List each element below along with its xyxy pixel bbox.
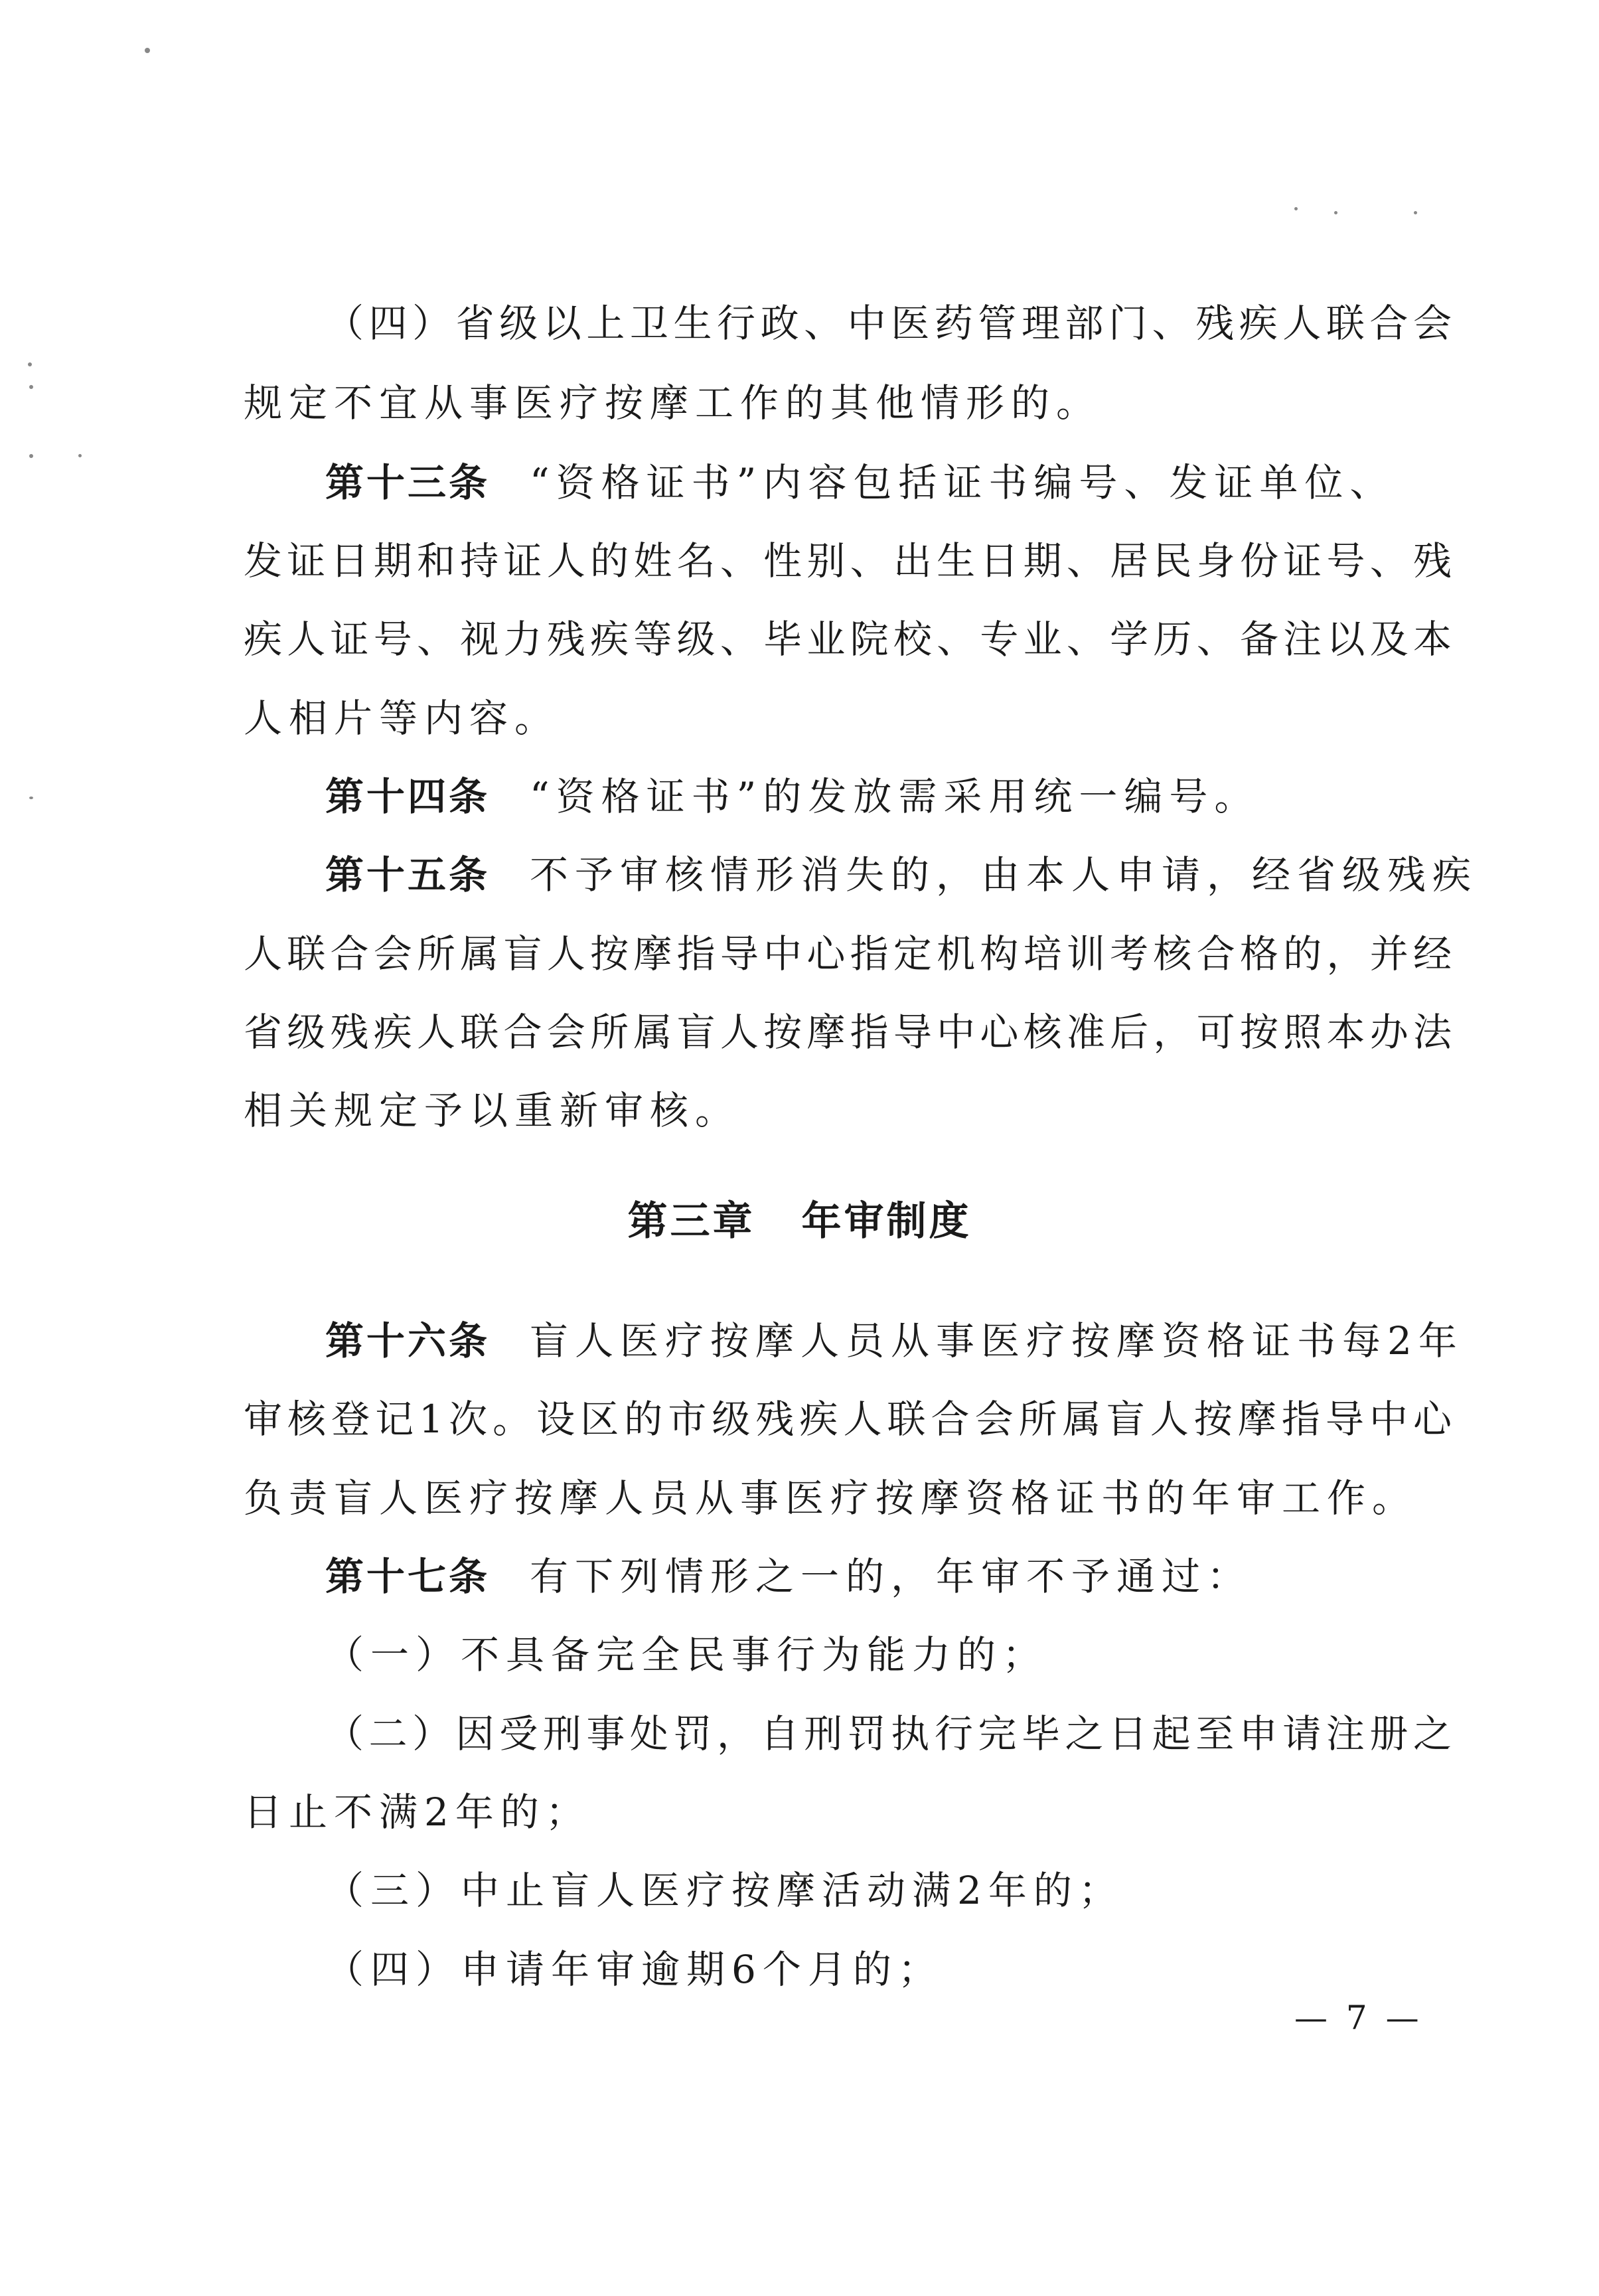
line-text: 人联合会所属盲人按摩指导中心指定机构培训考核合格的，并经 <box>244 931 1452 976</box>
text-line <box>244 692 1452 745</box>
line-text: 人相片等内容。 <box>244 696 560 741</box>
scan-speck <box>29 454 33 458</box>
scan-speck <box>145 48 150 53</box>
chapter-number: 第三章 <box>627 1198 755 1245</box>
line-text: （二）因受刑事处罚，自刑罚执行完毕之日起至申请注册之 <box>325 1711 1452 1756</box>
line-text: 日止不满2年的； <box>244 1790 591 1835</box>
line-text: “资格证书”的发放需采用统一编号。 <box>530 774 1260 819</box>
chapter-title: 年审制度 <box>801 1198 972 1245</box>
scan-speck <box>78 454 82 457</box>
line-text: 不予审核情形消失的，由本人申请，经省级残疾 <box>530 852 1478 897</box>
scan-speck <box>29 385 33 389</box>
text-line <box>325 1943 1452 1996</box>
article-line <box>325 456 1452 509</box>
line-text: （四）申请年审逾期6个月的； <box>325 1947 943 1992</box>
line-text: （四）省级以上卫生行政、中医药管理部门、残疾人联合会 <box>325 301 1452 346</box>
article-label: 第十三条 <box>325 460 491 505</box>
page-number: — 7 — <box>1294 1999 1423 2037</box>
article-line <box>325 770 1452 823</box>
text-line <box>244 927 1452 980</box>
text-line <box>325 1628 1452 1681</box>
chapter-heading <box>0 1195 1599 1248</box>
article-label: 第十七条 <box>325 1554 491 1599</box>
article-label: 第十四条 <box>325 774 491 819</box>
line-text: （三）中止盲人医疗按摩活动满2年的； <box>325 1868 1124 1913</box>
line-text: 有下列情形之一的，年审不予通过： <box>530 1554 1253 1599</box>
text-line <box>325 297 1452 350</box>
text-line <box>325 1707 1452 1760</box>
text-line <box>244 1084 1452 1137</box>
scan-speck <box>1414 211 1417 214</box>
line-text: （一）不具备完全民事行为能力的； <box>325 1632 1048 1677</box>
text-line <box>244 1393 1452 1446</box>
scan-speck <box>1294 207 1298 210</box>
line-text: 负责盲人医疗按摩人员从事医疗按摩资格证书的年审工作。 <box>244 1476 1418 1521</box>
text-line <box>244 613 1452 666</box>
line-text: 省级残疾人联合会所属盲人按摩指导中心核准后，可按照本办法 <box>244 1010 1452 1055</box>
line-text: 相关规定予以重新审核。 <box>244 1088 741 1133</box>
text-line <box>244 1786 1452 1839</box>
line-text: 发证日期和持证人的姓名、性别、出生日期、居民身份证号、残 <box>244 538 1452 583</box>
line-text: “资格证书”内容包括证书编号、发证单位、 <box>530 460 1395 505</box>
article-label: 第十六条 <box>325 1318 491 1363</box>
text-line <box>244 534 1452 587</box>
article-label: 第十五条 <box>325 852 491 897</box>
text-line <box>244 376 1452 429</box>
line-text: 审核登记1次。设区的市级残疾人联合会所属盲人按摩指导中心 <box>244 1397 1452 1442</box>
line-text: 盲人医疗按摩人员从事医疗按摩资格证书每2年 <box>530 1318 1464 1363</box>
text-line <box>244 1472 1452 1525</box>
article-line <box>325 1550 1452 1603</box>
article-line <box>325 1314 1464 1367</box>
line-text: 规定不宜从事医疗按摩工作的其他情形的。 <box>244 380 1102 425</box>
text-line <box>244 1006 1452 1059</box>
scan-speck <box>1334 211 1337 214</box>
scan-speck <box>29 797 33 799</box>
line-text: 疾人证号、视力残疾等级、毕业院校、专业、学历、备注以及本 <box>244 617 1452 662</box>
scan-speck <box>28 362 32 366</box>
article-line <box>325 848 1478 901</box>
text-line <box>325 1864 1452 1917</box>
